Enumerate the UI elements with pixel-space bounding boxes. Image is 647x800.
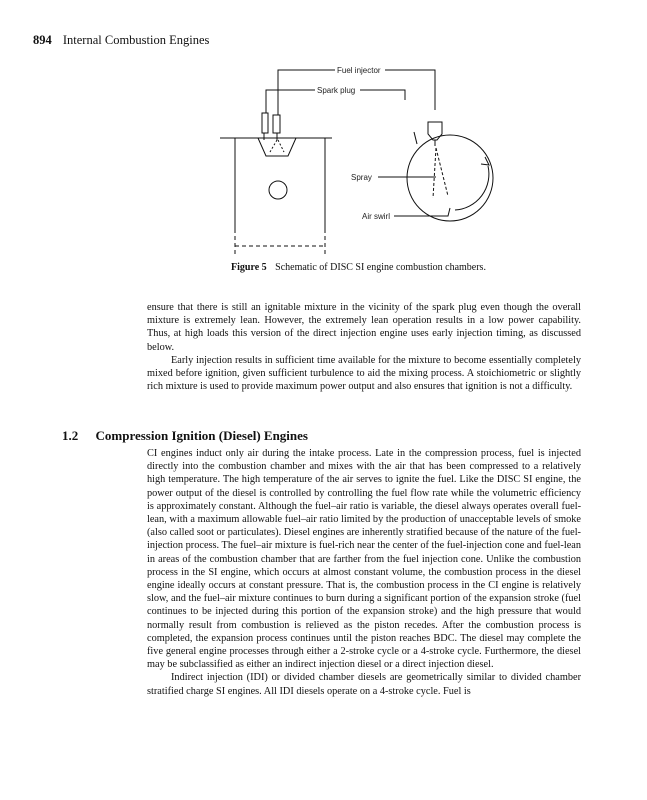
running-title: Internal Combustion Engines [62, 33, 210, 47]
paragraph: Indirect injection (IDI) or divided chamber diesels are geometrically similar to divided chamber stratified charge SI engines. All IDI diesels operate on a 4-stroke cycle. Fuel is [147, 672, 581, 697]
label-spark-plug: Spark plug [317, 86, 356, 95]
section-body-text [147, 447, 581, 698]
section-title: Compression Ignition (Diesel) Engines [95, 428, 308, 443]
left-spark-plug [262, 113, 268, 133]
engine-schematic-figure [200, 58, 530, 263]
label-fuel-injector: Fuel injector [337, 66, 381, 75]
left-cylinder-walls [235, 138, 325, 233]
left-piston-pin [269, 181, 287, 199]
page-number: 894 [33, 33, 52, 47]
right-spray-lines [433, 148, 448, 198]
paragraph: Early injection results in sufficient time available for the mixture to become essentially completely mixed before ignition, given sufficient turbulence to aid the mixing process. A stoichiometric or slightly rich mixture is used to provide maximum power output and also ensures that ignition is not a difficulty. [147, 354, 581, 393]
figure-caption-text: Schematic of DISC SI engine combustion chambers. [275, 262, 486, 273]
paragraph: ensure that there is still an ignitable mixture in the vicinity of the spark plug even though the overall mixture is extremely lean. However, the extremely lean operation results in a low power capability. Thus, at high loads this version of the direct injection engine uses early injection timing, as discussed below. [147, 302, 581, 353]
paragraph: CI engines induct only air during the intake process. Late in the compression process, fuel is injected directly into the combustion chamber and mixes with the air that has been compressed to a relatively high temperature. The high temperature of the air serves to ignite the fuel. Like the DISC SI engine, the power output of the diesel is controlled by controlling the fuel flow rate while the volumetric efficiency is approximately constant. Although the fuel–air ratio is variable, the diesel always operates overall fuel-lean, with a maximum allowable fuel–air ratio limited by the production of unacceptable levels of smoke (also called soot or particulates). Diesel engines are inherently stratified because of the nature of the fuel-injection process. The fuel–air mixture is fuel-rich near the center of the fuel-injection cone and fuel-lean in areas of the combustion chamber that are farther from the fuel injection cone. Unlike the combustion process in the SI engine, which occurs at almost constant volume, the combustion process in the diesel engine ideally occurs at constant pressure. That is, the combustion process in the CI engine is relatively slow, and the fuel–air mixture continues to burn during a significant portion of the expansion stroke (fuel continues to be injected during this portion of the expansion stroke) and the high pressure that would normally result from combustion is relieved as the piston recedes. After the combustion process is completed, the expansion process continues until the piston reaches BDC. The diesel may complete the five general engine processes through either a 2-stroke cycle or a 4-stroke cycle. Furthermore, the diesel may be subclassified as either an indirect injection diesel or a direct injection diesel. [147, 448, 581, 671]
body-text-top [147, 301, 581, 393]
section-heading [62, 428, 308, 444]
figure-caption-label: Figure 5 [231, 262, 267, 273]
air-swirl-arrow [455, 166, 489, 210]
section-number: 1.2 [62, 428, 79, 443]
page-header [33, 33, 209, 48]
right-spark-plug [414, 132, 417, 144]
label-spray: Spray [351, 173, 372, 182]
left-spray-lines [270, 140, 284, 152]
label-air-swirl: Air swirl [362, 212, 390, 221]
bore-dimension [235, 236, 325, 256]
figure-caption [231, 262, 486, 273]
disc-engine-diagram [200, 58, 530, 263]
left-fuel-injector [273, 115, 280, 133]
